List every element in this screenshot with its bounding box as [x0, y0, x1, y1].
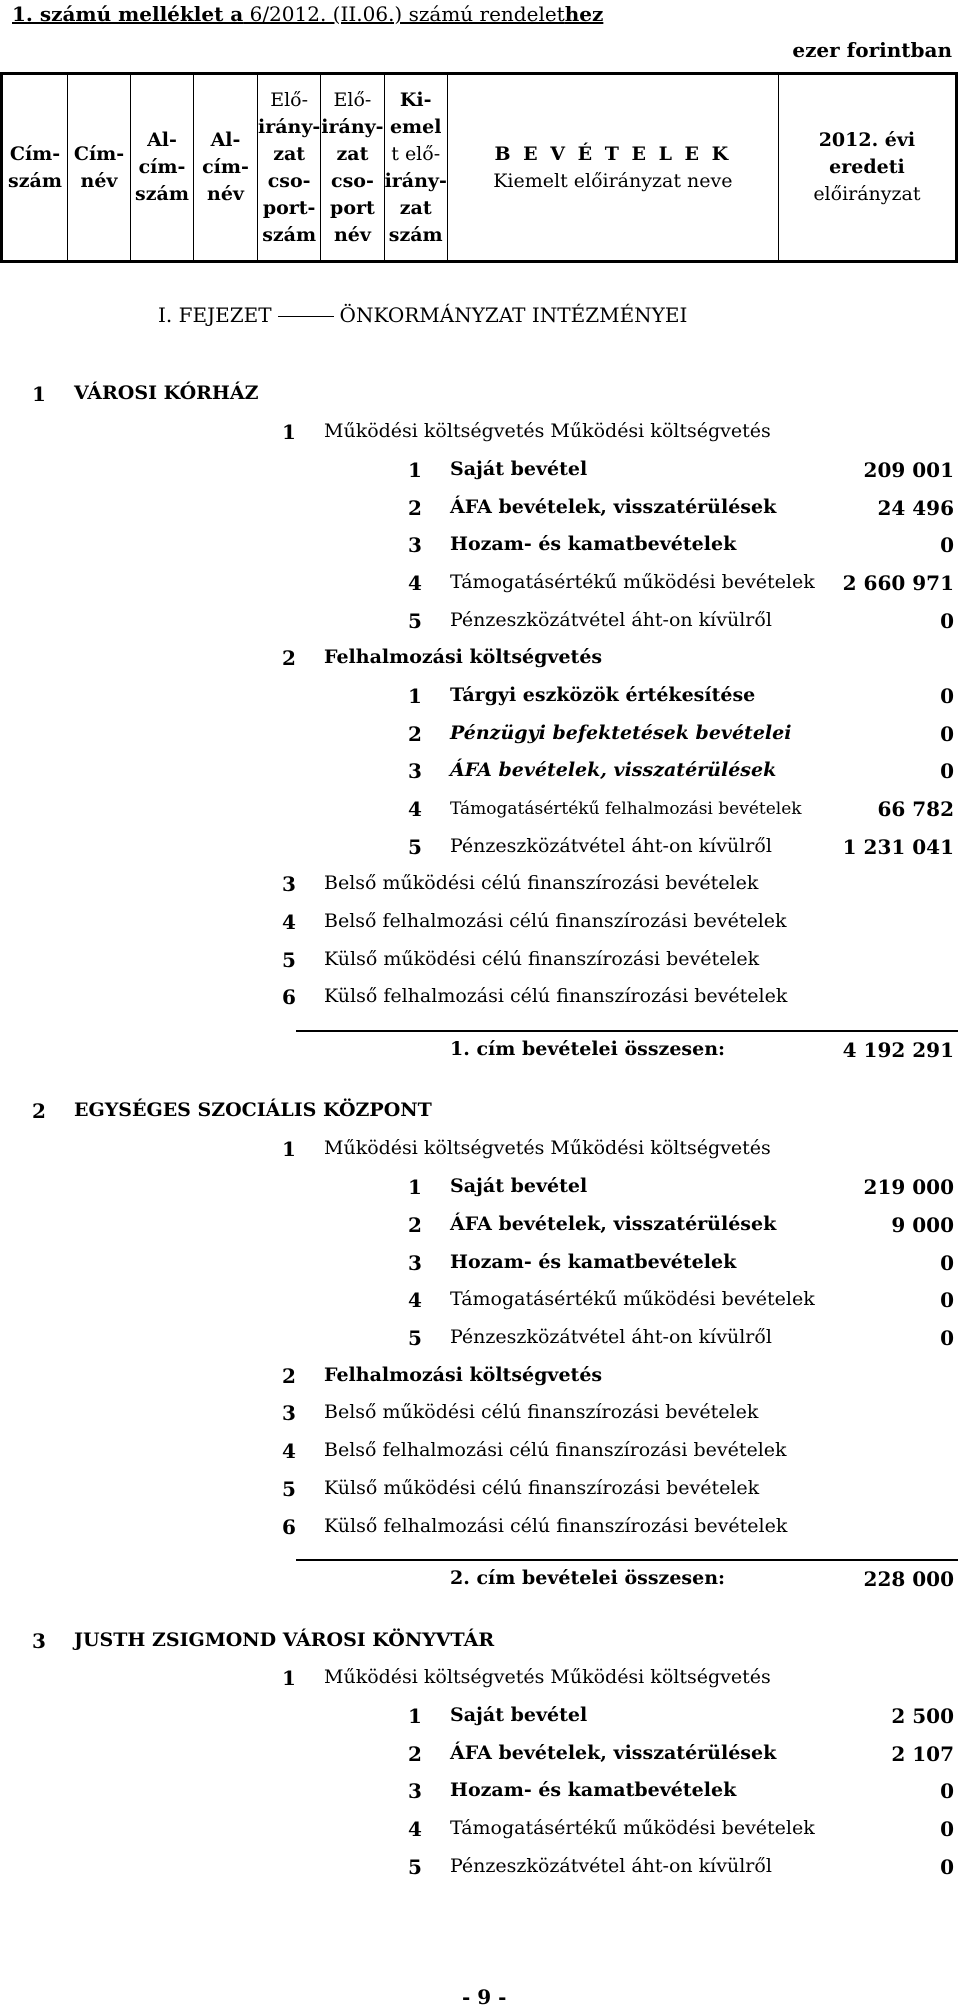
- item-label: Hozam- és kamatbevételek: [450, 533, 737, 555]
- item-number: 5: [408, 1326, 422, 1350]
- item-number: 3: [408, 759, 422, 783]
- group-label: Felhalmozási költségvetés: [324, 646, 603, 668]
- section-number: 1: [32, 382, 46, 406]
- col-cimszam: Cím- szám: [2, 74, 68, 262]
- item-label: Támogatásértékű működési bevételek: [450, 1288, 815, 1310]
- item-value: 0: [940, 1326, 954, 1350]
- group-label: Működési költségvetés Működési költségvetés: [324, 420, 771, 442]
- item-number: 4: [408, 1817, 422, 1841]
- item-number: 5: [408, 1855, 422, 1879]
- item-label: Támogatásértékű felhalmozási bevételek: [450, 799, 802, 819]
- section-name: VÁROSI KÓRHÁZ: [74, 382, 259, 404]
- section-total-label: 2. cím bevételei összesen:: [450, 1567, 726, 1589]
- item-value: 24 496: [877, 496, 954, 520]
- item-number: 1: [408, 684, 422, 708]
- item-number: 4: [408, 571, 422, 595]
- section-total-label: 1. cím bevételei összesen:: [450, 1038, 726, 1060]
- group-label: Belső felhalmozási célú finanszírozási bevételek: [324, 1439, 787, 1461]
- item-value: 0: [940, 1288, 954, 1312]
- item-number: 1: [408, 1704, 422, 1728]
- group-number: 2: [282, 646, 296, 670]
- group-label: Külső felhalmozási célú finanszírozási bevételek: [324, 1515, 788, 1537]
- item-value: 209 001: [863, 458, 954, 482]
- group-number: 1: [282, 1666, 296, 1690]
- item-value: 0: [940, 1817, 954, 1841]
- col-cimnev: Cím- név: [68, 74, 131, 262]
- item-number: 3: [408, 1779, 422, 1803]
- section-name: EGYSÉGES SZOCIÁLIS KÖZPONT: [74, 1099, 432, 1121]
- group-number: 6: [282, 1515, 296, 1539]
- col-eloiranyzat-csoport-nev: Elő- irány- zat cso- port név: [321, 74, 384, 262]
- page-number: - 9 -: [462, 1985, 507, 2009]
- item-label: Pénzügyi befektetések bevételei: [450, 722, 792, 744]
- col-eredeti-eloiranyzat: 2012. évi eredeti előirányzat: [778, 74, 956, 262]
- col-alcimnev: Al- cím- név: [194, 74, 258, 262]
- item-value: 2 107: [891, 1742, 954, 1766]
- item-label: Pénzeszközátvétel áht-on kívülről: [450, 1855, 772, 1877]
- group-number: 3: [282, 1401, 296, 1425]
- item-number: 1: [408, 1175, 422, 1199]
- item-label: Hozam- és kamatbevételek: [450, 1779, 737, 1801]
- section-number: 2: [32, 1099, 46, 1123]
- item-label: Pénzeszközátvétel áht-on kívülről: [450, 835, 772, 857]
- section-total-value: 4 192 291: [842, 1038, 954, 1062]
- item-value: 0: [940, 533, 954, 557]
- group-number: 1: [282, 420, 296, 444]
- group-number: 3: [282, 872, 296, 896]
- item-label: Hozam- és kamatbevételek: [450, 1251, 737, 1273]
- group-label: Külső működési célú finanszírozási bevételek: [324, 1477, 760, 1499]
- group-label: Belső működési célú finanszírozási bevételek: [324, 872, 759, 894]
- item-number: 2: [408, 496, 422, 520]
- item-label: Pénzeszközátvétel áht-on kívülről: [450, 1326, 772, 1348]
- item-label: ÁFA bevételek, visszatérülések: [450, 759, 777, 781]
- currency-unit: ezer forintban: [792, 38, 952, 62]
- item-value: 0: [940, 722, 954, 746]
- item-number: 3: [408, 1251, 422, 1275]
- group-label: Működési költségvetés Működési költségvetés: [324, 1137, 771, 1159]
- group-label: Külső felhalmozási célú finanszírozási bevételek: [324, 985, 788, 1007]
- item-label: Saját bevétel: [450, 1175, 588, 1197]
- group-label: Belső felhalmozási célú finanszírozási bevételek: [324, 910, 787, 932]
- group-label: Felhalmozási költségvetés: [324, 1364, 603, 1386]
- section-total-value: 228 000: [863, 1567, 954, 1591]
- chapter-heading: I. FEJEZET ÖNKORMÁNYZAT INTÉZMÉNYEI: [158, 303, 688, 327]
- item-number: 4: [408, 1288, 422, 1312]
- column-header-table: [0, 72, 958, 263]
- item-value: 219 000: [863, 1175, 954, 1199]
- item-label: Támogatásértékű működési bevételek: [450, 1817, 815, 1839]
- col-bevetelek: B E V É T E L E K Kiemelt előirányzat neve: [447, 74, 778, 262]
- item-label: Pénzeszközátvétel áht-on kívülről: [450, 609, 772, 631]
- group-label: Belső működési célú finanszírozási bevételek: [324, 1401, 759, 1423]
- section-number: 3: [32, 1629, 46, 1653]
- group-number: 4: [282, 910, 296, 934]
- item-number: 1: [408, 458, 422, 482]
- item-number: 5: [408, 609, 422, 633]
- item-label: Tárgyi eszközök értékesítése: [450, 684, 756, 706]
- item-value: 66 782: [877, 797, 954, 821]
- total-separator: [296, 1559, 958, 1561]
- group-number: 4: [282, 1439, 296, 1463]
- item-number: 2: [408, 1213, 422, 1237]
- item-label: Saját bevétel: [450, 1704, 588, 1726]
- item-value: 2 500: [891, 1704, 954, 1728]
- item-value: 9 000: [891, 1213, 954, 1237]
- total-separator: [296, 1030, 958, 1032]
- item-value: 2 660 971: [842, 571, 954, 595]
- section-name: JUSTH ZSIGMOND VÁROSI KÖNYVTÁR: [74, 1629, 495, 1651]
- group-number: 2: [282, 1364, 296, 1388]
- item-number: 4: [408, 797, 422, 821]
- item-number: 2: [408, 1742, 422, 1766]
- item-value: 0: [940, 684, 954, 708]
- group-label: Külső működési célú finanszírozási bevételek: [324, 948, 760, 970]
- document-title: 1. számú melléklet a 6/2012. (II.06.) számú rendelethez: [12, 2, 604, 26]
- item-value: 1 231 041: [842, 835, 954, 859]
- col-eloiranyzat-csoport-szam: Elő- irány- zat cso- port- szám: [258, 74, 321, 262]
- group-number: 1: [282, 1137, 296, 1161]
- group-number: 5: [282, 948, 296, 972]
- item-label: ÁFA bevételek, visszatérülések: [450, 496, 777, 518]
- item-label: ÁFA bevételek, visszatérülések: [450, 1213, 777, 1235]
- item-value: 0: [940, 1779, 954, 1803]
- item-number: 5: [408, 835, 422, 859]
- col-kiemelt-eloiranyzat-szam: Ki- emel t elő- irány- zat szám: [384, 74, 447, 262]
- group-number: 6: [282, 985, 296, 1009]
- item-label: Saját bevétel: [450, 458, 588, 480]
- group-label: Működési költségvetés Működési költségvetés: [324, 1666, 771, 1688]
- group-number: 5: [282, 1477, 296, 1501]
- item-value: 0: [940, 1855, 954, 1879]
- item-label: ÁFA bevételek, visszatérülések: [450, 1742, 777, 1764]
- col-alcimszam: Al- cím- szám: [131, 74, 194, 262]
- item-number: 3: [408, 533, 422, 557]
- item-value: 0: [940, 759, 954, 783]
- item-value: 0: [940, 609, 954, 633]
- item-number: 2: [408, 722, 422, 746]
- item-label: Támogatásértékű működési bevételek: [450, 571, 815, 593]
- item-value: 0: [940, 1251, 954, 1275]
